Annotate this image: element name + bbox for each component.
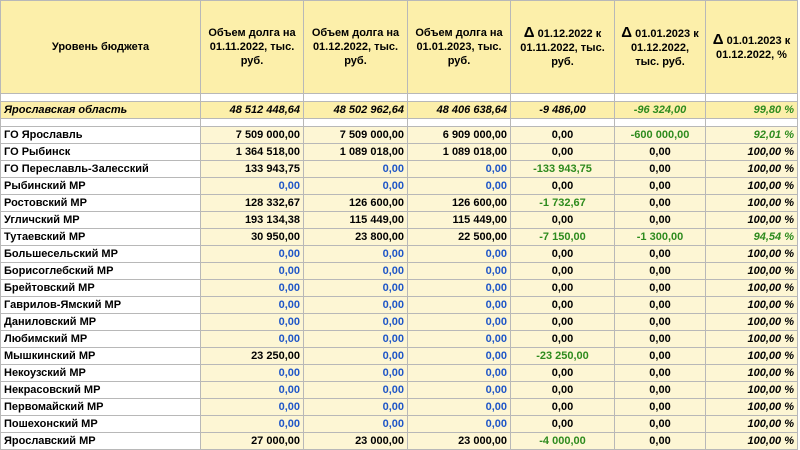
header-delta-dec-nov-text: 01.12.2022 к 01.11.2022, тыс. руб. <box>520 27 605 68</box>
delta-jan-dec-cell: -600 000,00 <box>615 127 706 144</box>
table-row <box>1 161 798 178</box>
debt-dec-cell: 1 089 018,00 <box>304 144 408 161</box>
header-delta-pct <box>706 1 798 94</box>
table-row <box>1 178 798 195</box>
municipality-name: Любимский МР <box>1 331 201 348</box>
table-row <box>1 399 798 416</box>
municipality-name: Пошехонский МР <box>1 416 201 433</box>
debt-nov-cell: 30 950,00 <box>201 229 304 246</box>
debt-nov-cell: 133 943,75 <box>201 161 304 178</box>
municipality-name: ГО Рыбинск <box>1 144 201 161</box>
debt-jan-cell: 6 909 000,00 <box>408 127 511 144</box>
table-row <box>1 416 798 433</box>
delta-dec-nov-cell: 0,00 <box>511 399 615 416</box>
delta-jan-dec-cell: 0,00 <box>615 314 706 331</box>
delta-pct-cell: 100,00 % <box>706 314 798 331</box>
header-row <box>1 1 798 94</box>
delta-jan-dec-cell: 0,00 <box>615 263 706 280</box>
debt-dec-cell: 0,00 <box>304 297 408 314</box>
delta-symbol: Δ <box>523 23 535 41</box>
debt-dec-cell: 0,00 <box>304 161 408 178</box>
delta-dec-nov-cell: 0,00 <box>511 144 615 161</box>
delta-dec-nov-cell: 0,00 <box>511 212 615 229</box>
delta-dec-nov-cell: 0,00 <box>511 382 615 399</box>
delta-dec-nov-cell: -4 000,00 <box>511 433 615 450</box>
debt-nov-cell: 0,00 <box>201 297 304 314</box>
delta-jan-dec-cell: 0,00 <box>615 399 706 416</box>
debt-dec-cell: 0,00 <box>304 382 408 399</box>
debt-dec-cell: 23 800,00 <box>304 229 408 246</box>
debt-jan-cell: 0,00 <box>408 365 511 382</box>
debt-jan-cell: 1 089 018,00 <box>408 144 511 161</box>
debt-jan-cell: 126 600,00 <box>408 195 511 212</box>
debt-nov-cell: 0,00 <box>201 331 304 348</box>
table-row <box>1 314 798 331</box>
municipality-name: Угличский МР <box>1 212 201 229</box>
debt-dec-cell: 0,00 <box>304 314 408 331</box>
delta-dec-nov-cell: -23 250,00 <box>511 348 615 365</box>
table-row <box>1 127 798 144</box>
municipality-name: Рыбинский МР <box>1 178 201 195</box>
debt-dec-cell: 115 449,00 <box>304 212 408 229</box>
debt-nov-cell: 0,00 <box>201 314 304 331</box>
table-row <box>1 246 798 263</box>
delta-dec-nov-cell: 0,00 <box>511 127 615 144</box>
debt-nov-cell: 23 250,00 <box>201 348 304 365</box>
debt-nov-cell: 0,00 <box>201 246 304 263</box>
table-row <box>1 263 798 280</box>
delta-pct-cell: 100,00 % <box>706 399 798 416</box>
municipality-name: Большесельский МР <box>1 246 201 263</box>
municipality-name: ГО Переславль-Залесский <box>1 161 201 178</box>
debt-nov-cell: 0,00 <box>201 382 304 399</box>
debt-dec-cell: 126 600,00 <box>304 195 408 212</box>
delta-dec-nov-cell: 0,00 <box>511 297 615 314</box>
header-level: Уровень бюджета <box>1 1 201 94</box>
delta-dec-nov-cell: 0,00 <box>511 263 615 280</box>
delta-jan-dec-cell: 0,00 <box>615 161 706 178</box>
region-debt-nov: 48 512 448,64 <box>201 102 304 119</box>
delta-pct-cell: 100,00 % <box>706 280 798 297</box>
delta-jan-dec-cell: -1 300,00 <box>615 229 706 246</box>
debt-jan-cell: 22 500,00 <box>408 229 511 246</box>
delta-dec-nov-cell: 0,00 <box>511 331 615 348</box>
delta-jan-dec-cell: 0,00 <box>615 365 706 382</box>
debt-jan-cell: 23 000,00 <box>408 433 511 450</box>
delta-pct-cell: 100,00 % <box>706 416 798 433</box>
header-debt-dec: Объем долга на 01.12.2022, тыс. руб. <box>304 1 408 94</box>
delta-dec-nov-cell: -133 943,75 <box>511 161 615 178</box>
header-delta-jan-dec <box>615 1 706 94</box>
debt-dec-cell: 0,00 <box>304 365 408 382</box>
debt-jan-cell: 115 449,00 <box>408 212 511 229</box>
delta-dec-nov-cell: -1 732,67 <box>511 195 615 212</box>
delta-jan-dec-cell: 0,00 <box>615 144 706 161</box>
delta-jan-dec-cell: 0,00 <box>615 195 706 212</box>
debt-nov-cell: 128 332,67 <box>201 195 304 212</box>
delta-pct-cell: 100,00 % <box>706 331 798 348</box>
delta-pct-cell: 100,00 % <box>706 178 798 195</box>
municipality-name: Даниловский МР <box>1 314 201 331</box>
debt-nov-cell: 0,00 <box>201 178 304 195</box>
debt-jan-cell: 0,00 <box>408 348 511 365</box>
table-row <box>1 297 798 314</box>
delta-pct-cell: 100,00 % <box>706 161 798 178</box>
delta-jan-dec-cell: 0,00 <box>615 297 706 314</box>
delta-dec-nov-cell: -7 150,00 <box>511 229 615 246</box>
municipality-name: Некрасовский МР <box>1 382 201 399</box>
header-delta-pct-text: 01.01.2023 к 01.12.2022, % <box>716 34 791 61</box>
delta-pct-cell: 100,00 % <box>706 433 798 450</box>
debt-nov-cell: 0,00 <box>201 263 304 280</box>
delta-dec-nov-cell: 0,00 <box>511 365 615 382</box>
delta-dec-nov-cell: 0,00 <box>511 178 615 195</box>
debt-jan-cell: 0,00 <box>408 263 511 280</box>
delta-pct-cell: 100,00 % <box>706 195 798 212</box>
delta-symbol: Δ <box>712 30 724 48</box>
municipality-name: ГО Ярославль <box>1 127 201 144</box>
municipality-name: Некоузский МР <box>1 365 201 382</box>
region-delta-dec-nov: -9 486,00 <box>511 102 615 119</box>
delta-pct-cell: 100,00 % <box>706 297 798 314</box>
spacer-row <box>1 94 798 102</box>
municipality-name: Мышкинский МР <box>1 348 201 365</box>
debt-dec-cell: 23 000,00 <box>304 433 408 450</box>
region-debt-jan: 48 406 638,64 <box>408 102 511 119</box>
municipality-name: Первомайский МР <box>1 399 201 416</box>
delta-pct-cell: 100,00 % <box>706 144 798 161</box>
debt-nov-cell: 1 364 518,00 <box>201 144 304 161</box>
debt-dec-cell: 0,00 <box>304 280 408 297</box>
header-delta-dec-nov <box>511 1 615 94</box>
debt-dec-cell: 0,00 <box>304 416 408 433</box>
municipality-name: Ярославский МР <box>1 433 201 450</box>
debt-jan-cell: 0,00 <box>408 382 511 399</box>
debt-jan-cell: 0,00 <box>408 178 511 195</box>
debt-nov-cell: 0,00 <box>201 399 304 416</box>
delta-pct-cell: 100,00 % <box>706 348 798 365</box>
table-row <box>1 195 798 212</box>
delta-jan-dec-cell: 0,00 <box>615 382 706 399</box>
municipality-name: Гаврилов-Ямский МР <box>1 297 201 314</box>
table-row <box>1 382 798 399</box>
debt-dec-cell: 0,00 <box>304 348 408 365</box>
table-row <box>1 348 798 365</box>
delta-pct-cell: 100,00 % <box>706 365 798 382</box>
region-delta-jan-dec: -96 324,00 <box>615 102 706 119</box>
municipality-name: Брейтовский МР <box>1 280 201 297</box>
delta-dec-nov-cell: 0,00 <box>511 314 615 331</box>
header-debt-nov: Объем долга на 01.11.2022, тыс. руб. <box>201 1 304 94</box>
table-row <box>1 280 798 297</box>
debt-jan-cell: 0,00 <box>408 161 511 178</box>
region-debt-dec: 48 502 962,64 <box>304 102 408 119</box>
debt-jan-cell: 0,00 <box>408 297 511 314</box>
debt-dec-cell: 7 509 000,00 <box>304 127 408 144</box>
debt-jan-cell: 0,00 <box>408 416 511 433</box>
debt-dec-cell: 0,00 <box>304 331 408 348</box>
debt-nov-cell: 193 134,38 <box>201 212 304 229</box>
delta-pct-cell: 100,00 % <box>706 246 798 263</box>
delta-jan-dec-cell: 0,00 <box>615 433 706 450</box>
debt-dec-cell: 0,00 <box>304 246 408 263</box>
debt-jan-cell: 0,00 <box>408 280 511 297</box>
table-row <box>1 331 798 348</box>
municipality-name: Тутаевский МР <box>1 229 201 246</box>
municipality-name: Борисоглебский МР <box>1 263 201 280</box>
delta-symbol: Δ <box>621 23 633 41</box>
delta-dec-nov-cell: 0,00 <box>511 416 615 433</box>
spacer-row <box>1 119 798 127</box>
debt-nov-cell: 0,00 <box>201 416 304 433</box>
delta-pct-cell: 92,01 % <box>706 127 798 144</box>
delta-jan-dec-cell: 0,00 <box>615 348 706 365</box>
delta-pct-cell: 100,00 % <box>706 382 798 399</box>
delta-dec-nov-cell: 0,00 <box>511 280 615 297</box>
debt-nov-cell: 27 000,00 <box>201 433 304 450</box>
table-row <box>1 144 798 161</box>
header-debt-jan: Объем долга на 01.01.2023, тыс. руб. <box>408 1 511 94</box>
debt-nov-cell: 7 509 000,00 <box>201 127 304 144</box>
delta-jan-dec-cell: 0,00 <box>615 178 706 195</box>
delta-pct-cell: 100,00 % <box>706 212 798 229</box>
header-delta-jan-dec-text: 01.01.2023 к 01.12.2022, тыс. руб. <box>630 27 699 68</box>
debt-dec-cell: 0,00 <box>304 178 408 195</box>
table-row <box>1 365 798 382</box>
table-row <box>1 433 798 450</box>
delta-pct-cell: 100,00 % <box>706 263 798 280</box>
debt-nov-cell: 0,00 <box>201 365 304 382</box>
debt-jan-cell: 0,00 <box>408 399 511 416</box>
table-row <box>1 229 798 246</box>
delta-jan-dec-cell: 0,00 <box>615 212 706 229</box>
region-delta-pct: 99,80 % <box>706 102 798 119</box>
delta-jan-dec-cell: 0,00 <box>615 246 706 263</box>
debt-jan-cell: 0,00 <box>408 246 511 263</box>
delta-pct-cell: 94,54 % <box>706 229 798 246</box>
debt-nov-cell: 0,00 <box>201 280 304 297</box>
delta-jan-dec-cell: 0,00 <box>615 331 706 348</box>
debt-dec-cell: 0,00 <box>304 263 408 280</box>
region-row <box>1 102 798 119</box>
delta-dec-nov-cell: 0,00 <box>511 246 615 263</box>
debt-dec-cell: 0,00 <box>304 399 408 416</box>
debt-jan-cell: 0,00 <box>408 314 511 331</box>
municipality-name: Ростовский МР <box>1 195 201 212</box>
delta-jan-dec-cell: 0,00 <box>615 280 706 297</box>
delta-jan-dec-cell: 0,00 <box>615 416 706 433</box>
region-name: Ярославская область <box>1 102 201 119</box>
table-row <box>1 212 798 229</box>
debt-jan-cell: 0,00 <box>408 331 511 348</box>
